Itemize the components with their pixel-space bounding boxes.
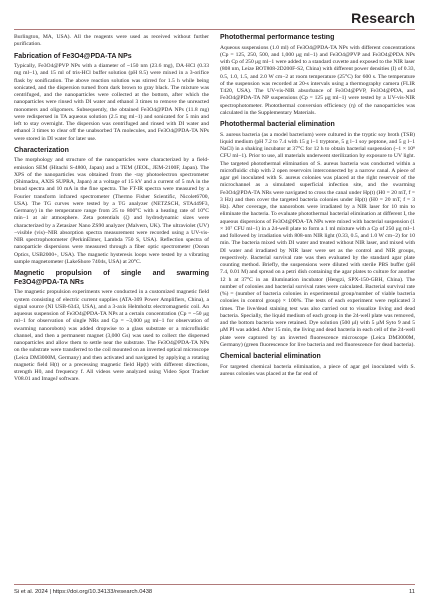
page-header xyxy=(0,0,427,30)
section-heading-chemical-elimination: Chemical bacterial elimination xyxy=(220,353,321,361)
journal-title: Research xyxy=(351,10,415,26)
section-body-chemical-elimination: For targeted chemical bacteria elimination, a piece of agar gel inoculated with S. aureus colonies was placed at the far end of xyxy=(220,363,415,378)
section-body-fabrication: Typically, Fe3O4@PVP NPs with a diameter of ~150 nm (23.6 mg), DA·HCl (0.33 mg ml−1), and 15 ml of tris-HCl buffer solution (pH 8.5) were mixed in a 3-orifice flask by sonification. The above reaction solution was stirred for 1.5 h while being sonicated, and the dispersion turned from dark brown to gray black. The mixture was centrifuged, and the nanoparticles were collected at the bottom, after which the nanoparticles were rinsed with DI water and ethanol 3 times to remove the unreacted monomers and oligomers. Subsequently, the obtained Fe3O4@PDA NPs (11.8 mg) were redispersed in TA aqueous solution (2.5 mg ml−1) and sonicated for 5 min and left to stay overnight. The dispersion was centrifuged and rinsed with DI water and ethanol 3 times to clear off the unabsorbed TA molecules, and Fe3O4@PDA-TA NPs were stored in DI water for later use. xyxy=(14,63,209,142)
section-heading-characterization: Characterization xyxy=(14,146,69,154)
page-number: 11 xyxy=(408,589,415,595)
intro-paragraph: Burlington, MA, USA). All the reagents were used as received without further purification. xyxy=(14,34,209,48)
section-body-photothermal-performance: Aqueous suspensions (1.0 ml) of Fe3O4@PDA-TA NPs with different concentrations (Cp = 125, 250, 500, and 1,000 μg ml−1) and Fe3O4@PVP and Fe3O4@PDA NPs with Cp of 250 μg ml−1 were added to a standard cuvette and exposed to the NIR laser (808 nm, Leize BOT808-2D200F-S2, China) with different power densities (I) of 0.33, 0.5, 1.0, 1.5, and 2.0 W cm−2 at room temperature (25°C) for 600 s. The temperature of the suspension was recorded at 20-s intervals using a thermography camera (FLIR T420, USA). The UV-vis-NIR absorbance of Fe3O4@PVP, Fe3O4@PDA, and Fe3O4@PDA-TA NP suspensions (Cp = 125 μg ml−1) were tested by a UV-vis-NIR spectrophotometer. Photothermal conversion efficiency (η) of the nanoparticles was calculated in the Supplementary Materials. xyxy=(220,44,415,116)
section-body-characterization: The morphology and structure of the nanoparticles were characterized by a field-emission SEM (Hitachi S-4800, Japan) and a TEM (JEOL, JEM-2100F, Japan). The XPS of the nanoparticles was obtained from the -ray photoelectron spectrometer (Shimadzu, AXIS SUPRA, Japan) at a voltage of 15 kV and a current of 5 mA in the broad spectra and 10 mA in the fine spectra. The FT-IR spectra were measured by a Fourier transform infrared spectrometer (Thermo Fisher Scientific, Nicolet6700, USA). The TG curves were tested by a TG analyzer (NETZSCH, STA449F3, Germany) in the temperature range from 25 to 800°C with a heating rate of 10°C min−1 at air atmosphere. Zeta potentials (ζ) and hydrodynamic sizes were characterized by a Zetasizer Nano ZS90 analyzer (Malvern, UK). The ultraviolet (UV)−visible (vis)−NIR absorption spectra measurement were recorded using a UV-vis-NIR spectrophotometer (PerkinElmer, Lambda 750 S, USA). Reflection spectra of nanoparticle dispersions were measured through a fiber optic spectrometer (Ocean Optics, USB2000+, USA). The magnetic hysteresis loops were tested by a vibrating sample magnetometer (LakeShore 7404s, USA) at 20°C. xyxy=(14,157,209,265)
section-heading-photothermal-performance: Photothermal performance testing xyxy=(220,34,335,41)
header-divider xyxy=(14,29,415,30)
section-body-magnetic-propulsion: The magnetic propulsion experiments were conducted in a customized magnetic field system consisting of electric current supplies (ATA-309 Power Amplifiers, China), a signal source (NI USB-6343, USA), and a 3-axis Helmholtz electromagnetic coil. An aqueous suspension of Fe3O4@PDA-TA NPs at a certain concentration (Cp = ~50 μg ml−1 for observation of single NRs and Cp = ~3,000 μg ml−1 for observation of swarming nanorobots) was added dropwise to a glass substrate or a microfluidic channel, and then a permanent magnet (3,000 Gs) was used to collect the dispersed nanoparticles and allow them to settle near the substrate. The Fe3O4@PDA-TA NPs on the substrate were transferred to the coil mounted on an inverted optical microscope (Leica DM3000M, Germany) and then activated and navigated by applying a rotating magnetic field H(t) or a precessing magnetic field Hp(t) with different directions, strength H0, and frequency f. All videos were analyzed using Video Spot Tracker V08.01 and ImageJ software. xyxy=(14,289,209,383)
section-body-photothermal-elimination: S. aureus bacteria (as a model bacterium) were cultured in the tryptic soy broth (TSB) liquid medium (pH 7.2 to 7.4 with 15 g l−1 tryptone, 5 g l−1 soy peptone, and 5 g l−1 NaCl) in a shaking incubator at 37°C for 12 h to obtain bacterial suspension (~1 × 10⁸ CFU ml−1). Prior to use, all materials underwent sterilization by exposure to UV light. The targeted photothermal elimination of S. aureus bacteria was conducted within a microfluidic chip with 2 open reservoirs interconnected by a narrow canal. A piece of agar gel inoculated with S. aureus colonies was placed at the right reservoir of the microchannel as a simulated superficial infection site, and the swarming Fe3O4@PDA-TA NRs were navigated to cross the canal under Hp(t) (H0 = 20 mT, f = 3 Hz) and then cover the targeted bacteria colonies under Hp(t) (H0 = 20 mT, f = 3 Hz). After coverage, the nanorobots were irradiated by a NIR laser for 10 min to eliminate the bacteria. To evaluate photothermal bacterial elimination at different I, the aqueous dispersions of Fe3O4@PDA-TA NPs were mixed with bacterial suspension (1 × 10⁷ CFU ml−1) in a 24-well plate to form a 1 ml mixture with a Cp of 250 μg ml−1 and followed by irradiation with 808-nm NIR light (0.33, 0.5, and 1.0 W cm−2) for 10 min. The bacteria mixed with DI water and treated without NIR laser, and mixed with DI water and irradiated by NIR laser were set as the control and NIR groups, respectively. Bacterial survival rate was then evaluated by the standard agar plate counting method. Briefly, the suspensions were diluted with sterile PBS buffer (pH 7.4, 0.01 M) and spread on a petri dish containing the agar plates to culture for another 12 h at 37°C in an illumination incubator (Hengzi, SPX-150-GBH, China). The number of colonies and bacterial survival rates were calculated. Bacterial survival rate (%) = (number of bacteria colonies in experimental group/number of viable bacteria colonies in control group) × 100%. The tests of each experiment were replicated 3 times. The live/dead staining test was also carried out to visualize living and dead bacteria. Specially, the liquid medium of each group in the 24-well plate was removed, and the bottom bacteria were retained. Dye solution (500 μl) with 5 μM Syto 9 and 5 μM PI was added. After 15 min, the living and dead bacteria in each cell of the 24-well plate were captured by an inverted fluorescence microscope (Leica DM3000M, Germany) (green fluorescence for live bacteria and red fluorescence for dead bacteria). xyxy=(220,131,415,348)
left-column xyxy=(14,34,209,582)
footer-citation-link[interactable]: Si et al. 2024 | https://doi.org/10.34133/research.0438 xyxy=(14,589,153,595)
section-heading-fabrication: Fabrication of Fe3O4@PDA-TA NPs xyxy=(14,52,132,60)
section-heading-photothermal-elimination: Photothermal bacterial elimination xyxy=(220,121,335,129)
section-heading-magnetic-propulsion: Magnetic propulsion of single and swarming Fe3O4@PDA-TA NRs xyxy=(14,270,209,286)
footer-divider xyxy=(14,584,415,585)
right-column xyxy=(220,34,415,582)
